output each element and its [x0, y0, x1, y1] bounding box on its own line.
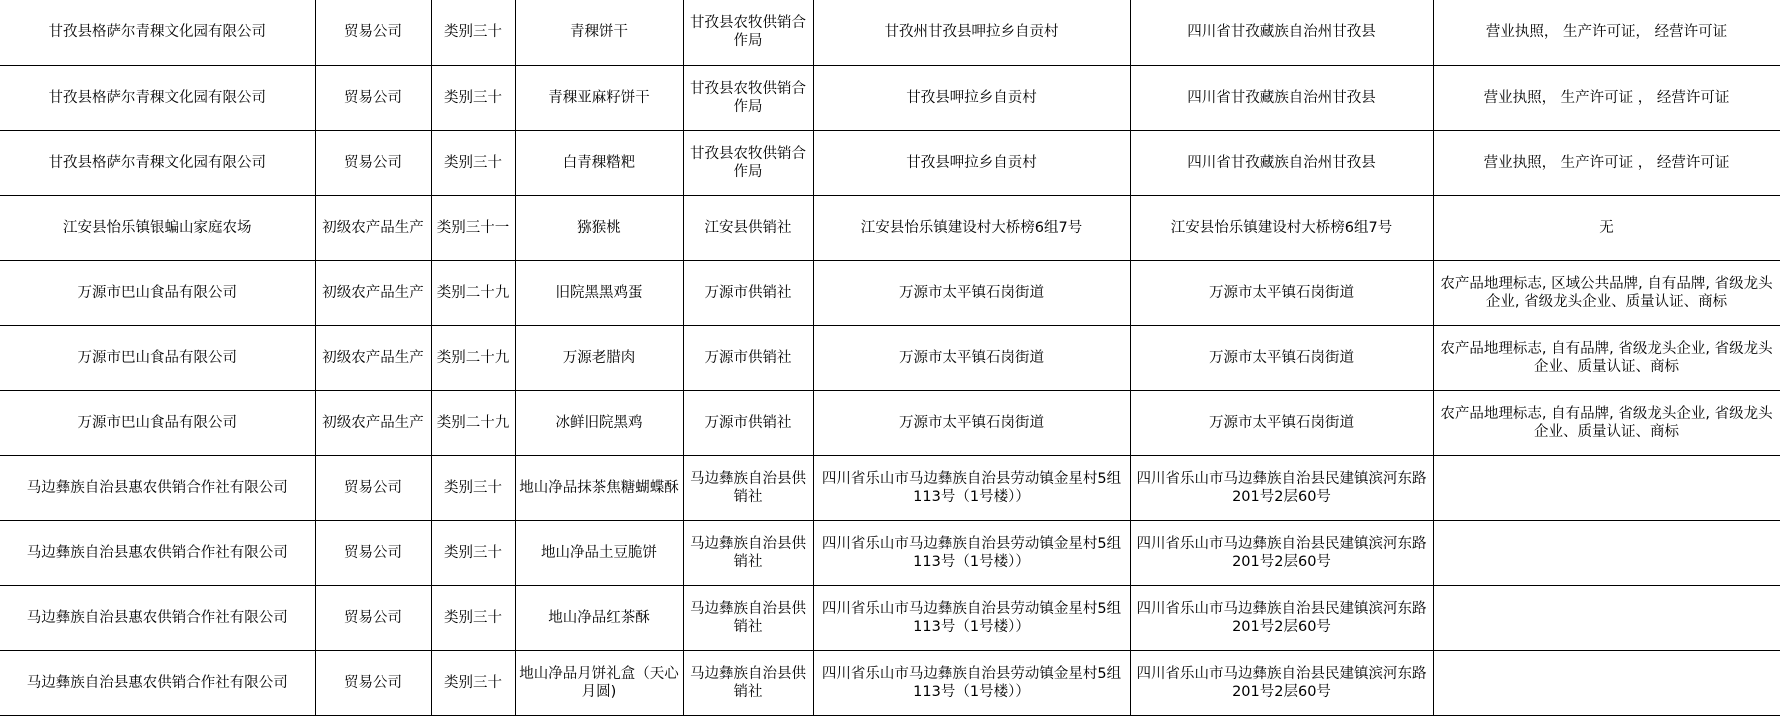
- certifications-cell[interactable]: 营业执照， 生产许可证 ， 经营许可证: [1433, 130, 1780, 195]
- table-row: [0, 65, 1780, 130]
- table-row: [0, 650, 1780, 715]
- company-cell[interactable]: 甘孜县格萨尔青稞文化园有限公司: [0, 130, 315, 195]
- certifications-cell[interactable]: 营业执照， 生产许可证 ， 经营许可证: [1433, 65, 1780, 130]
- company-cell[interactable]: 马边彝族自治县惠农供销合作社有限公司: [0, 520, 315, 585]
- company-type-cell[interactable]: 贸易公司: [315, 130, 431, 195]
- product-name-cell[interactable]: 猕猴桃: [515, 195, 683, 260]
- supplier-cell[interactable]: 马边彝族自治县供销社: [683, 520, 813, 585]
- certifications-cell[interactable]: 农产品地理标志, 自有品牌, 省级龙头企业, 省级龙头企业、质量认证、商标: [1433, 325, 1780, 390]
- company-cell[interactable]: 马边彝族自治县惠农供销合作社有限公司: [0, 585, 315, 650]
- production-address-cell[interactable]: 甘孜县呷拉乡自贡村: [813, 130, 1130, 195]
- product-name-cell[interactable]: 地山净品抹茶焦糖蝴蝶酥: [515, 455, 683, 520]
- table-row: [0, 130, 1780, 195]
- product-name-cell[interactable]: 旧院黑黑鸡蛋: [515, 260, 683, 325]
- company-cell[interactable]: 甘孜县格萨尔青稞文化园有限公司: [0, 0, 315, 65]
- registered-address-cell[interactable]: 万源市太平镇石岗街道: [1130, 390, 1433, 455]
- registered-address-cell[interactable]: 四川省甘孜藏族自治州甘孜县: [1130, 65, 1433, 130]
- company-cell[interactable]: 甘孜县格萨尔青稞文化园有限公司: [0, 65, 315, 130]
- supplier-cell[interactable]: 马边彝族自治县供销社: [683, 455, 813, 520]
- company-type-cell[interactable]: 贸易公司: [315, 585, 431, 650]
- supplier-cell[interactable]: 甘孜县农牧供销合作局: [683, 130, 813, 195]
- company-type-cell[interactable]: 贸易公司: [315, 520, 431, 585]
- certifications-cell[interactable]: 无: [1433, 195, 1780, 260]
- table-row: [0, 325, 1780, 390]
- company-type-cell[interactable]: 初级农产品生产: [315, 195, 431, 260]
- category-cell[interactable]: 类别三十: [431, 65, 515, 130]
- product-name-cell[interactable]: 青稞饼干: [515, 0, 683, 65]
- company-type-cell[interactable]: 贸易公司: [315, 650, 431, 715]
- product-name-cell[interactable]: 地山净品土豆脆饼: [515, 520, 683, 585]
- supplier-cell[interactable]: 万源市供销社: [683, 390, 813, 455]
- supplier-cell[interactable]: 甘孜县农牧供销合作局: [683, 0, 813, 65]
- category-cell[interactable]: 类别二十九: [431, 260, 515, 325]
- registered-address-cell[interactable]: 四川省乐山市马边彝族自治县民建镇滨河东路201号2层60号: [1130, 585, 1433, 650]
- registered-address-cell[interactable]: 江安县怡乐镇建设村大桥榜6组7号: [1130, 195, 1433, 260]
- table-row: [0, 195, 1780, 260]
- production-address-cell[interactable]: 甘孜州甘孜县呷拉乡自贡村: [813, 0, 1130, 65]
- supplier-cell[interactable]: 马边彝族自治县供销社: [683, 585, 813, 650]
- category-cell[interactable]: 类别三十: [431, 455, 515, 520]
- supplier-cell[interactable]: 万源市供销社: [683, 260, 813, 325]
- table-row: [0, 520, 1780, 585]
- production-address-cell[interactable]: 万源市太平镇石岗街道: [813, 390, 1130, 455]
- company-type-cell[interactable]: 初级农产品生产: [315, 325, 431, 390]
- product-name-cell[interactable]: 地山净品红茶酥: [515, 585, 683, 650]
- registered-address-cell[interactable]: 四川省乐山市马边彝族自治县民建镇滨河东路201号2层60号: [1130, 520, 1433, 585]
- registered-address-cell[interactable]: 四川省乐山市马边彝族自治县民建镇滨河东路201号2层60号: [1130, 650, 1433, 715]
- category-cell[interactable]: 类别三十: [431, 130, 515, 195]
- product-name-cell[interactable]: 青稞亚麻籽饼干: [515, 65, 683, 130]
- certifications-cell[interactable]: [1433, 520, 1780, 585]
- table-row: [0, 390, 1780, 455]
- supplier-cell[interactable]: 江安县供销社: [683, 195, 813, 260]
- certifications-cell[interactable]: 营业执照， 生产许可证， 经营许可证: [1433, 0, 1780, 65]
- table-row: [0, 260, 1780, 325]
- company-cell[interactable]: 江安县怡乐镇银蝙山家庭农场: [0, 195, 315, 260]
- table-row: [0, 0, 1780, 65]
- production-address-cell[interactable]: 四川省乐山市马边彝族自治县劳动镇金星村5组113号（1号楼））: [813, 520, 1130, 585]
- category-cell[interactable]: 类别三十: [431, 650, 515, 715]
- production-address-cell[interactable]: 江安县怡乐镇建设村大桥榜6组7号: [813, 195, 1130, 260]
- certifications-cell[interactable]: [1433, 585, 1780, 650]
- category-cell[interactable]: 类别二十九: [431, 390, 515, 455]
- registered-address-cell[interactable]: 四川省乐山市马边彝族自治县民建镇滨河东路201号2层60号: [1130, 455, 1433, 520]
- product-name-cell[interactable]: 白青稞糌粑: [515, 130, 683, 195]
- company-type-cell[interactable]: 贸易公司: [315, 65, 431, 130]
- company-cell[interactable]: 马边彝族自治县惠农供销合作社有限公司: [0, 650, 315, 715]
- production-address-cell[interactable]: 四川省乐山市马边彝族自治县劳动镇金星村5组113号（1号楼））: [813, 455, 1130, 520]
- company-cell[interactable]: 万源市巴山食品有限公司: [0, 260, 315, 325]
- certifications-cell[interactable]: 农产品地理标志, 区域公共品牌, 自有品牌, 省级龙头企业, 省级龙头企业、质量认证、商标: [1433, 260, 1780, 325]
- category-cell[interactable]: 类别三十: [431, 585, 515, 650]
- supplier-cell[interactable]: 马边彝族自治县供销社: [683, 650, 813, 715]
- product-name-cell[interactable]: 冰鲜旧院黑鸡: [515, 390, 683, 455]
- production-address-cell[interactable]: 四川省乐山市马边彝族自治县劳动镇金星村5组113号（1号楼））: [813, 585, 1130, 650]
- category-cell[interactable]: 类别二十九: [431, 325, 515, 390]
- category-cell[interactable]: 类别三十一: [431, 195, 515, 260]
- company-type-cell[interactable]: 贸易公司: [315, 455, 431, 520]
- certifications-cell[interactable]: 农产品地理标志, 自有品牌, 省级龙头企业, 省级龙头企业、质量认证、商标: [1433, 390, 1780, 455]
- company-type-cell[interactable]: 贸易公司: [315, 0, 431, 65]
- product-name-cell[interactable]: 地山净品月饼礼盒（天心月圆): [515, 650, 683, 715]
- production-address-cell[interactable]: 甘孜县呷拉乡自贡村: [813, 65, 1130, 130]
- certifications-cell[interactable]: [1433, 650, 1780, 715]
- product-name-cell[interactable]: 万源老腊肉: [515, 325, 683, 390]
- category-cell[interactable]: 类别三十: [431, 0, 515, 65]
- company-cell[interactable]: 万源市巴山食品有限公司: [0, 325, 315, 390]
- supplier-cell[interactable]: 万源市供销社: [683, 325, 813, 390]
- company-type-cell[interactable]: 初级农产品生产: [315, 390, 431, 455]
- company-cell[interactable]: 马边彝族自治县惠农供销合作社有限公司: [0, 455, 315, 520]
- production-address-cell[interactable]: 四川省乐山市马边彝族自治县劳动镇金星村5组113号（1号楼））: [813, 650, 1130, 715]
- table-row: [0, 455, 1780, 520]
- registered-address-cell[interactable]: 四川省甘孜藏族自治州甘孜县: [1130, 0, 1433, 65]
- supplier-cell[interactable]: 甘孜县农牧供销合作局: [683, 65, 813, 130]
- production-address-cell[interactable]: 万源市太平镇石岗街道: [813, 260, 1130, 325]
- certifications-cell[interactable]: [1433, 455, 1780, 520]
- company-type-cell[interactable]: 初级农产品生产: [315, 260, 431, 325]
- production-address-cell[interactable]: 万源市太平镇石岗街道: [813, 325, 1130, 390]
- registered-address-cell[interactable]: 万源市太平镇石岗街道: [1130, 260, 1433, 325]
- company-cell[interactable]: 万源市巴山食品有限公司: [0, 390, 315, 455]
- category-cell[interactable]: 类别三十: [431, 520, 515, 585]
- registered-address-cell[interactable]: 四川省甘孜藏族自治州甘孜县: [1130, 130, 1433, 195]
- table-row: [0, 585, 1780, 650]
- registered-address-cell[interactable]: 万源市太平镇石岗街道: [1130, 325, 1433, 390]
